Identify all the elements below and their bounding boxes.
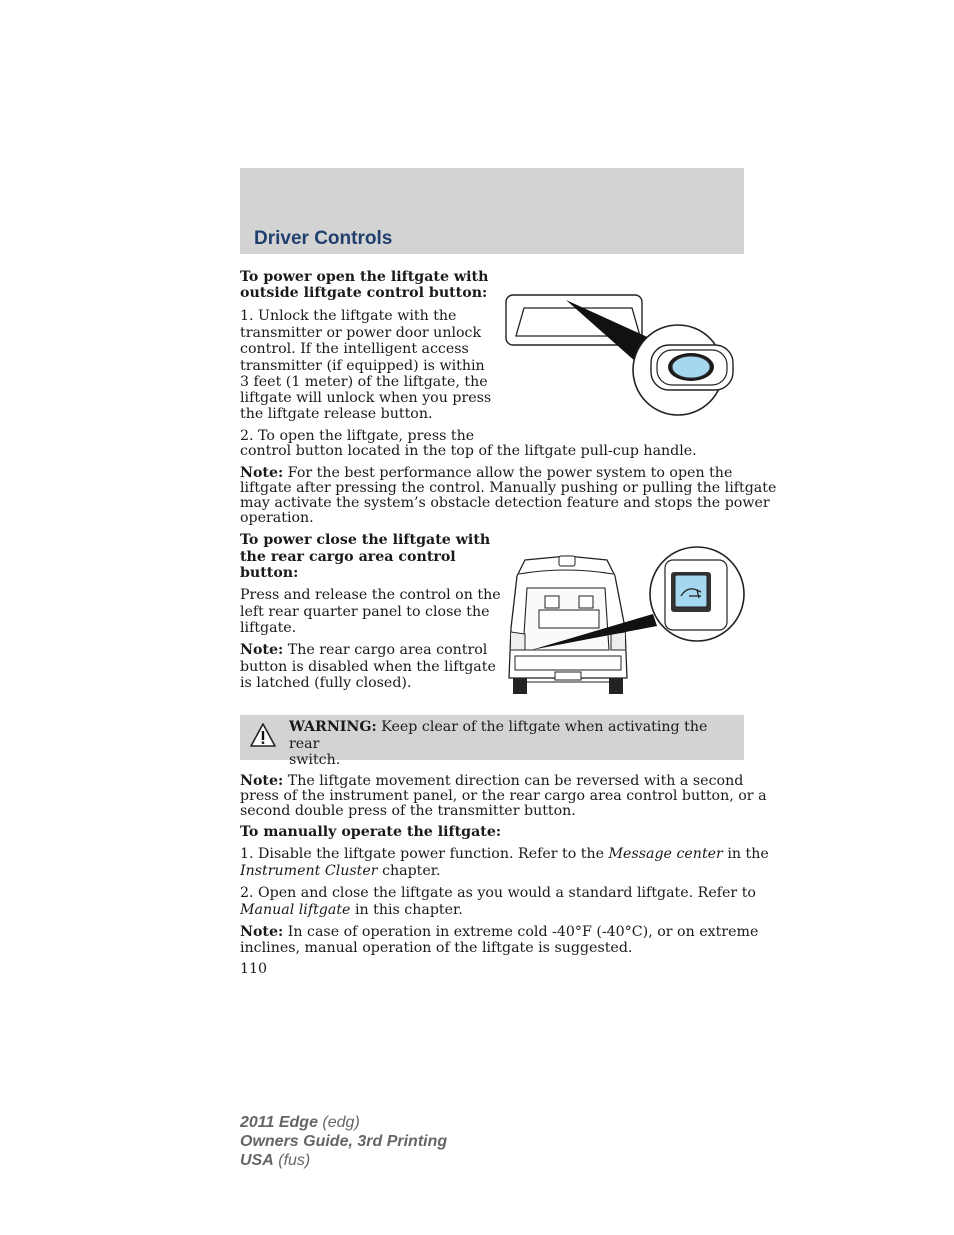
- section1-step1-line: the liftgate release button.: [240, 406, 433, 422]
- section3-note2-line1: [240, 924, 758, 941]
- manual-liftgate-reference: Manual liftgate: [240, 902, 351, 918]
- note-label: Note:: [240, 924, 284, 940]
- manual-step2-line2: [240, 902, 463, 919]
- footer-line1: [240, 1113, 447, 1132]
- section1-note-line: operation.: [240, 510, 314, 526]
- footer-model-code: (edg): [322, 1114, 360, 1131]
- step1-text: chapter.: [382, 863, 441, 879]
- section1-step1-line: transmitter or power door unlock: [240, 324, 482, 341]
- warning-line1: Keep clear of the liftgate when activating the rear: [289, 719, 708, 752]
- manual-step1-line2: [240, 863, 441, 880]
- section2-body-line: liftgate.: [240, 620, 297, 636]
- section1-note-line: may activate the system’s obstacle detection feature and stops the power: [240, 495, 770, 511]
- section-title: Driver Controls: [254, 228, 393, 249]
- section1-heading-line1: To power open the liftgate with: [240, 269, 489, 285]
- footer-line2: [240, 1132, 447, 1151]
- section2-heading-line: To power close the liftgate with: [240, 532, 491, 548]
- footer-model: 2011 Edge: [240, 1114, 318, 1131]
- note-text: In case of operation in extreme cold -40°F (-40°C), or on extreme: [287, 924, 759, 940]
- warning-box: [240, 715, 744, 768]
- footer-region: USA: [240, 1152, 274, 1169]
- section3-note-line: press of the instrument panel, or the rear cargo area control button, or a: [240, 788, 767, 804]
- manual-operation-heading: To manually operate the liftgate:: [240, 824, 502, 840]
- document-footer: [240, 1113, 447, 1170]
- page-number: 110: [240, 961, 268, 977]
- section1-note-line: liftgate after pressing the control. Manually pushing or pulling the liftgate: [240, 480, 777, 496]
- section-header-band: [240, 168, 744, 254]
- section1-heading-line2: outside liftgate control button:: [240, 285, 488, 301]
- step2-text: in this chapter.: [354, 902, 463, 918]
- warning-text: [289, 719, 734, 769]
- message-center-reference: Message center: [608, 846, 723, 862]
- section2-heading-line: button:: [240, 565, 299, 581]
- section1-step1-line: 3 feet (1 meter) of the liftgate, the: [240, 374, 488, 390]
- section1-step1-line: control. If the intelligent access: [240, 341, 469, 357]
- footer-region-code: (fus): [278, 1152, 311, 1169]
- instrument-cluster-reference: Instrument Cluster: [240, 863, 378, 879]
- section1-step2-line2: control button located in the top of the liftgate pull-cup handle.: [240, 443, 697, 459]
- section1-step1-line: 1. Unlock the liftgate with the: [240, 308, 457, 324]
- rear-cargo-area-illustration: [505, 538, 747, 698]
- section2-note-line: is latched (fully closed).: [240, 675, 412, 691]
- note-text: The rear cargo area control: [287, 642, 488, 658]
- footer-line3: [240, 1151, 447, 1170]
- section2-body-line: Press and release the control on the: [240, 587, 501, 603]
- section1-step1-line: liftgate will unlock when you press: [240, 390, 492, 406]
- warning-line2: switch.: [289, 752, 341, 768]
- footer-guide: Owners Guide, 3rd Printing: [240, 1133, 448, 1150]
- liftgate-handle-illustration: [500, 290, 745, 420]
- warning-triangle-icon: [250, 723, 276, 747]
- section2-heading-line: the rear cargo area control: [240, 548, 456, 565]
- section2-note-line1: [240, 642, 487, 659]
- section2-body-line: left rear quarter panel to close the: [240, 603, 490, 620]
- manual-step1-line1: [240, 846, 769, 863]
- section3-note-line: second double press of the transmitter button.: [240, 803, 576, 819]
- section1-step1-line: transmitter (if equipped) is within: [240, 357, 485, 374]
- note-text: The liftgate movement direction can be reversed with a second: [287, 773, 744, 789]
- step1-text: in the: [727, 846, 769, 862]
- section1-step2-line1: 2. To open the liftgate, press the: [240, 428, 475, 444]
- note-label: Note:: [240, 773, 284, 789]
- step1-text: 1. Disable the liftgate power function. Refer to the: [240, 846, 605, 862]
- warning-label: WARNING:: [289, 719, 377, 735]
- note-label: Note:: [240, 465, 284, 481]
- section3-note2-line2: inclines, manual operation of the liftgate is suggested.: [240, 940, 633, 956]
- manual-step2-line1: 2. Open and close the liftgate as you would a standard liftgate. Refer to: [240, 885, 756, 901]
- section2-note-line: button is disabled when the liftgate: [240, 659, 496, 675]
- note-label: Note:: [240, 642, 284, 658]
- note-text: For the best performance allow the power system to open the: [287, 465, 733, 481]
